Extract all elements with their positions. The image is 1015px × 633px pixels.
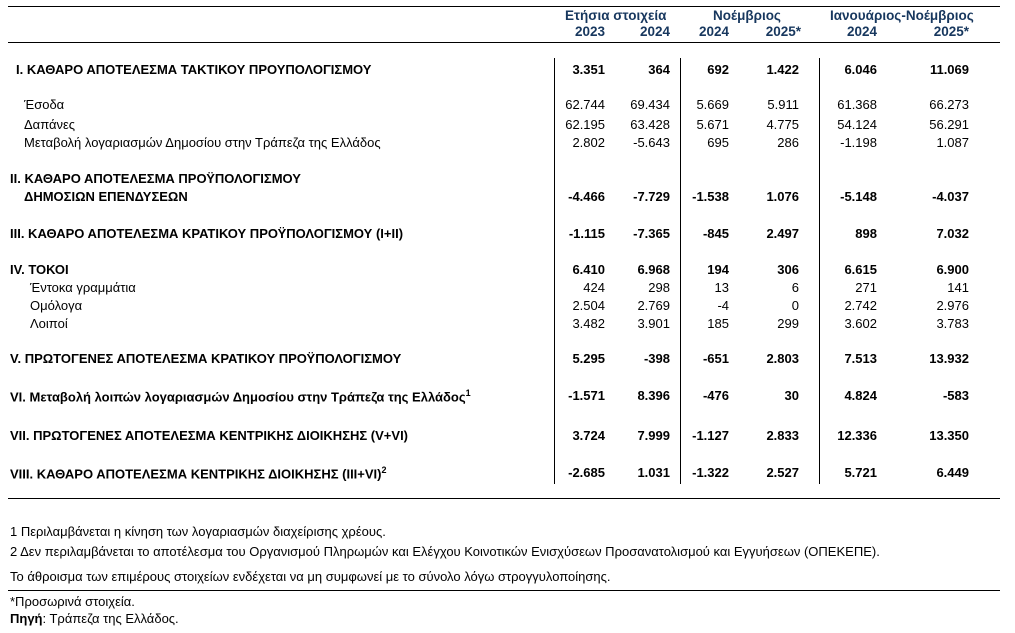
table-cell: 185 xyxy=(707,316,729,331)
table-cell: -5.643 xyxy=(633,135,670,150)
table-cell: 298 xyxy=(648,280,670,295)
table-cell: 4.775 xyxy=(766,117,799,132)
table-cell: 2.802 xyxy=(572,135,605,150)
table-cell: 7.999 xyxy=(637,428,670,443)
row-label-text: Δαπάνες xyxy=(24,117,76,132)
row-label xyxy=(24,97,64,112)
table-cell: 692 xyxy=(707,62,729,77)
table-cell: -4.466 xyxy=(568,189,605,204)
row-label xyxy=(16,62,371,77)
col-sep-2 xyxy=(680,58,681,484)
table-cell: 141 xyxy=(947,280,969,295)
table-cell: 62.744 xyxy=(565,97,605,112)
table-cell: 0 xyxy=(791,298,799,313)
row-label-text: Έσοδα xyxy=(24,97,65,112)
header-jan-nov: Ιανουάριος-Νοέμβριος xyxy=(830,8,974,23)
table-cell: 66.273 xyxy=(929,97,969,112)
table-cell: -1.127 xyxy=(692,428,729,443)
table-cell: 2.976 xyxy=(936,298,969,313)
row-label xyxy=(30,280,136,295)
footnote-2: 2 Δεν περιλαμβάνεται το αποτέλεσμα του Οργανισμού Πληρωμών και Ελέγχου Κοινοτικών Ενισχύσεων Προσανατολισμού και Εγγυήσεων (ΟΠΕΚΕΠΕ). xyxy=(10,544,880,559)
row-label xyxy=(10,171,301,186)
table-cell: 6.615 xyxy=(844,262,877,277)
header-year: 2025* xyxy=(765,24,801,39)
table-cell: 13.932 xyxy=(929,351,969,366)
table-cell: 69.434 xyxy=(630,97,670,112)
table-cell: 5.721 xyxy=(844,465,877,480)
row-label-text: III. ΚΑΘΑΡΟ ΑΠΟΤΕΛΕΣΜΑ ΚΡΑΤΙΚΟΥ ΠΡΟΫΠΟΛΟΓΙΣΜΟΥ (I+II) xyxy=(10,226,404,241)
table-cell: -2.685 xyxy=(568,465,605,480)
table-cell: -7.365 xyxy=(633,226,670,241)
row-label xyxy=(10,388,471,404)
table-cell: 424 xyxy=(583,280,605,295)
col-sep-1 xyxy=(554,58,555,484)
header-year: 2024 xyxy=(846,24,877,39)
row-label-text: I. ΚΑΘΑΡΟ ΑΠΟΤΕΛΕΣΜΑ ΤΑΚΤΙΚΟΥ ΠΡΟΥΠΟΛΟΓΙΣΜΟΥ xyxy=(16,62,372,77)
table-cell: 11.069 xyxy=(929,62,969,77)
table-cell: 8.396 xyxy=(637,388,670,403)
table-cell: 2.497 xyxy=(766,226,799,241)
col-sep-3 xyxy=(819,58,820,484)
table-cell: -4 xyxy=(717,298,729,313)
table-cell: -583 xyxy=(942,388,969,403)
footnote-marker: 1 xyxy=(465,388,471,398)
rounding-note: Το άθροισμα των επιμέρους στοιχείων ενδέχεται να μη συμφωνεί με το σύνολο λόγω στρογγυλοποίησης. xyxy=(10,569,611,584)
table-cell: 62.195 xyxy=(565,117,605,132)
row-label xyxy=(10,428,408,443)
table-cell: 2.504 xyxy=(572,298,605,313)
table-cell: 2.769 xyxy=(637,298,670,313)
row-label-text: VI. Μεταβολή λοιπών λογαριασμών Δημοσίου στην Τράπεζα της Ελλάδος xyxy=(10,389,466,405)
table-cell: -1.198 xyxy=(840,135,877,150)
table-cell: -7.729 xyxy=(633,189,670,204)
table-cell: 3.351 xyxy=(572,62,605,77)
table-cell: 6.046 xyxy=(844,62,877,77)
table-cell: 1.031 xyxy=(637,465,670,480)
table-cell: 3.482 xyxy=(572,316,605,331)
footnote-marker: 2 xyxy=(381,465,387,475)
table-cell: 695 xyxy=(707,135,729,150)
table-cell: -4.037 xyxy=(932,189,969,204)
footnote-1: 1 Περιλαμβάνεται η κίνηση των λογαριασμών διαχείρισης χρέους. xyxy=(10,524,386,539)
table-cell: 1.076 xyxy=(766,189,799,204)
table-cell: -1.322 xyxy=(692,465,729,480)
table-cell: 364 xyxy=(648,62,670,77)
row-label-text: Ομόλογα xyxy=(30,298,83,313)
row-label-text: V. ΠΡΩΤΟΓΕΝΕΣ ΑΠΟΤΕΛΕΣΜΑ ΚΡΑΤΙΚΟΥ ΠΡΟΫΠΟΛΟΓΙΣΜΟΥ xyxy=(10,351,402,366)
row-label xyxy=(10,465,387,481)
table-cell: -5.148 xyxy=(840,189,877,204)
header-november: Νοέμβριος xyxy=(713,8,781,23)
table-cell: 4.824 xyxy=(844,388,877,403)
bottom-rule xyxy=(8,498,1000,499)
table-cell: -1.115 xyxy=(568,226,605,241)
table-cell: 13 xyxy=(714,280,729,295)
table-cell: 3.783 xyxy=(936,316,969,331)
table-cell: -1.571 xyxy=(568,388,605,403)
table-cell: 5.911 xyxy=(767,97,799,112)
table-cell: 898 xyxy=(855,226,877,241)
row-label xyxy=(24,117,75,132)
row-label-text: Μεταβολή λογαριασμών Δημοσίου στην Τράπεζα της Ελλάδος xyxy=(24,135,381,150)
table-cell: 299 xyxy=(777,316,799,331)
header-year: 2024 xyxy=(698,24,729,39)
table-cell: 306 xyxy=(777,262,799,277)
table-cell: 61.368 xyxy=(837,97,877,112)
row-label-text: IV. ΤΟΚΟΙ xyxy=(10,262,69,277)
header-year: 2025* xyxy=(933,24,969,39)
table-cell: -398 xyxy=(643,351,670,366)
row-label xyxy=(10,351,401,366)
table-cell: 271 xyxy=(855,280,877,295)
row-label xyxy=(30,316,68,331)
table-cell: 194 xyxy=(707,262,729,277)
table-cell: 6 xyxy=(791,280,799,295)
table-cell: 12.336 xyxy=(837,428,877,443)
table-cell: 286 xyxy=(777,135,799,150)
table-cell: 63.428 xyxy=(630,117,670,132)
table-cell: 7.513 xyxy=(844,351,877,366)
source-note xyxy=(10,611,179,626)
header-annual: Ετήσια στοιχεία xyxy=(565,8,667,23)
source-text: : Τράπεζα της Ελλάδος. xyxy=(42,611,179,626)
top-rule xyxy=(8,6,1000,7)
table-cell: 54.124 xyxy=(837,117,877,132)
header-year: 2023 xyxy=(574,24,605,39)
table-cell: 6.449 xyxy=(936,465,969,480)
table-cell: 13.350 xyxy=(929,428,969,443)
provisional-note: *Προσωρινά στοιχεία. xyxy=(10,594,135,609)
table-cell: 2.803 xyxy=(766,351,799,366)
row-label-text: VII. ΠΡΩΤΟΓΕΝΕΣ ΑΠΟΤΕΛΕΣΜΑ ΚΕΝΤΡΙΚΗΣ ΔΙΟΙΚΗΣΗΣ (V+VI) xyxy=(10,428,409,443)
table-cell: -476 xyxy=(702,388,729,403)
row-label xyxy=(10,262,69,277)
table-cell: -845 xyxy=(702,226,729,241)
table-cell: 6.900 xyxy=(936,262,969,277)
table-cell: -1.538 xyxy=(692,189,729,204)
row-label xyxy=(10,226,403,241)
row-label-continued: ΔΗΜΟΣΙΩΝ ΕΠΕΝΔΥΣΕΩΝ xyxy=(24,189,188,204)
row-label-text: Έντοκα γραμμάτια xyxy=(30,280,136,295)
header-year: 2024 xyxy=(639,24,670,39)
table-cell: 3.901 xyxy=(637,316,670,331)
table-cell: 2.742 xyxy=(844,298,877,313)
table-cell: 2.527 xyxy=(766,465,799,480)
table-cell: 7.032 xyxy=(936,226,969,241)
source-label: Πηγή xyxy=(10,611,43,626)
header-rule xyxy=(8,42,1000,43)
table-cell: -651 xyxy=(702,351,729,366)
table-cell: 1.087 xyxy=(936,135,969,150)
table-cell: 2.833 xyxy=(766,428,799,443)
table-cell: 5.295 xyxy=(572,351,605,366)
notes-rule xyxy=(8,590,1000,591)
table-cell: 5.671 xyxy=(696,117,729,132)
row-label-text: II. ΚΑΘΑΡΟ ΑΠΟΤΕΛΕΣΜΑ ΠΡΟΫΠΟΛΟΓΙΣΜΟΥ xyxy=(10,171,301,186)
table-cell: 1.422 xyxy=(766,62,799,77)
table-cell: 3.724 xyxy=(572,428,605,443)
table-cell: 6.410 xyxy=(572,262,605,277)
row-label xyxy=(30,298,82,313)
table-cell: 30 xyxy=(784,388,799,403)
table-cell: 56.291 xyxy=(929,117,969,132)
table-cell: 3.602 xyxy=(844,316,877,331)
table-cell: 6.968 xyxy=(637,262,670,277)
table-cell: 5.669 xyxy=(696,97,729,112)
row-label-text: Λοιποί xyxy=(30,316,68,331)
row-label xyxy=(24,135,381,150)
row-label-text: VIII. ΚΑΘΑΡΟ ΑΠΟΤΕΛΕΣΜΑ ΚΕΝΤΡΙΚΗΣ ΔΙΟΙΚΗΣΗΣ (III+VI) xyxy=(10,466,382,482)
